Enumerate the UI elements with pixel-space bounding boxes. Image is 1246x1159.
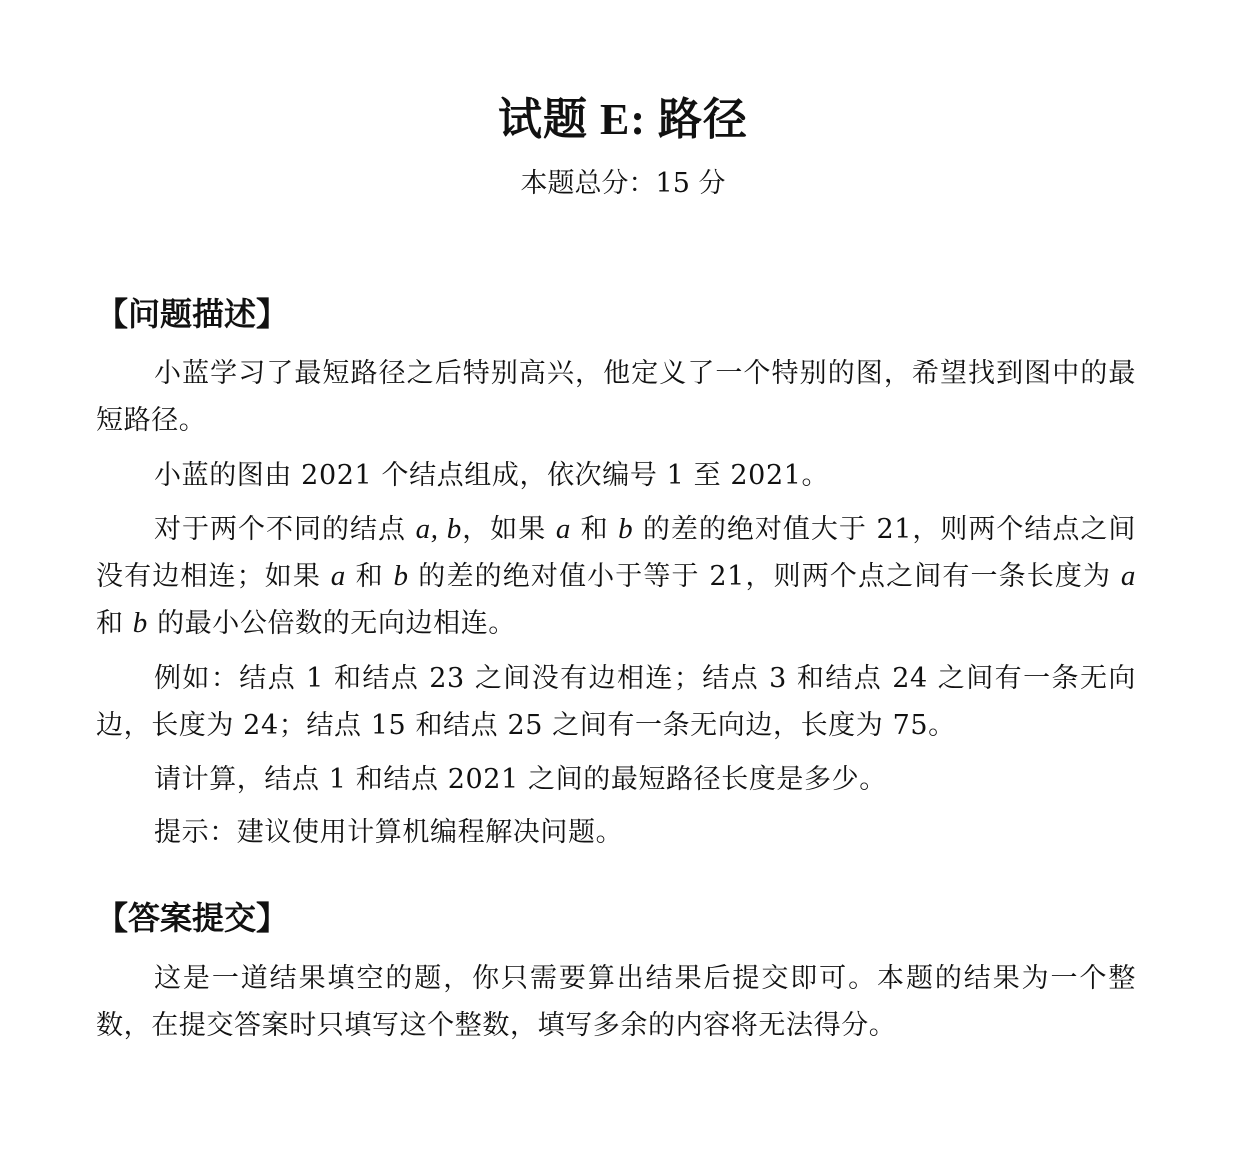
problem-title — [0, 92, 1246, 148]
paragraph — [96, 452, 1136, 499]
math-variable: a, b — [415, 513, 462, 545]
math-variable: a — [330, 560, 346, 592]
title-letter: E: — [600, 95, 646, 144]
paragraph-text: 的差的绝对值大于 21，则两个结点之间没有边相连；如果 — [96, 514, 1137, 592]
paragraph — [96, 955, 1136, 1049]
math-variable: b — [618, 513, 634, 545]
paragraph-text: 这是一道结果填空的题，你只需要算出结果后提交即可。本题的结果为一个整数，在提交答案时只填写这个整数，填写多余的内容将无法得分。 — [96, 963, 1136, 1041]
paragraph-text: ，如果 — [461, 514, 556, 545]
paragraph — [96, 756, 1136, 803]
paragraph-text: 小蓝的图由 2021 个结点组成，依次编号 1 至 2021。 — [154, 460, 830, 491]
paragraph-text: 和 — [345, 561, 394, 592]
paragraph-text: 提示：建议使用计算机编程解决问题。 — [154, 817, 624, 848]
section-heading-answer: 【答案提交】 — [96, 899, 289, 937]
paragraph — [96, 350, 1136, 444]
paragraph-text: 和 — [571, 514, 619, 545]
math-variable: a — [555, 513, 571, 545]
paragraph-text: 的最小公倍数的无向边相连。 — [147, 608, 516, 639]
math-variable: b — [393, 560, 409, 592]
paragraph — [96, 809, 1136, 856]
section-heading-description: 【问题描述】 — [96, 295, 289, 333]
math-variable: a — [1120, 560, 1137, 592]
math-variable: b — [132, 607, 148, 639]
total-score: 本题总分：15 分 — [520, 168, 726, 199]
title-name: 路径 — [658, 94, 748, 145]
paragraph-text: 的差的绝对值小于等于 21，则两个点之间有一条长度为 — [408, 561, 1121, 592]
paragraph-text: 请计算，结点 1 和结点 2021 之间的最短路径长度是多少。 — [154, 764, 887, 795]
paragraph-text: 小蓝学习了最短路径之后特别高兴，他定义了一个特别的图，希望找到图中的最短路径。 — [96, 358, 1136, 436]
paragraph-text: 对于两个不同的结点 — [154, 514, 416, 545]
paragraph — [96, 506, 1136, 647]
paragraph-text: 和 — [96, 608, 133, 639]
paragraph-text: 例如：结点 1 和结点 23 之间没有边相连；结点 3 和结点 24 之间有一条无向边，长度为 24；结点 15 和结点 25 之间有一条无向边，长度为 75。 — [96, 663, 1136, 741]
title-prefix: 试题 — [498, 94, 588, 145]
paragraph — [96, 655, 1136, 749]
